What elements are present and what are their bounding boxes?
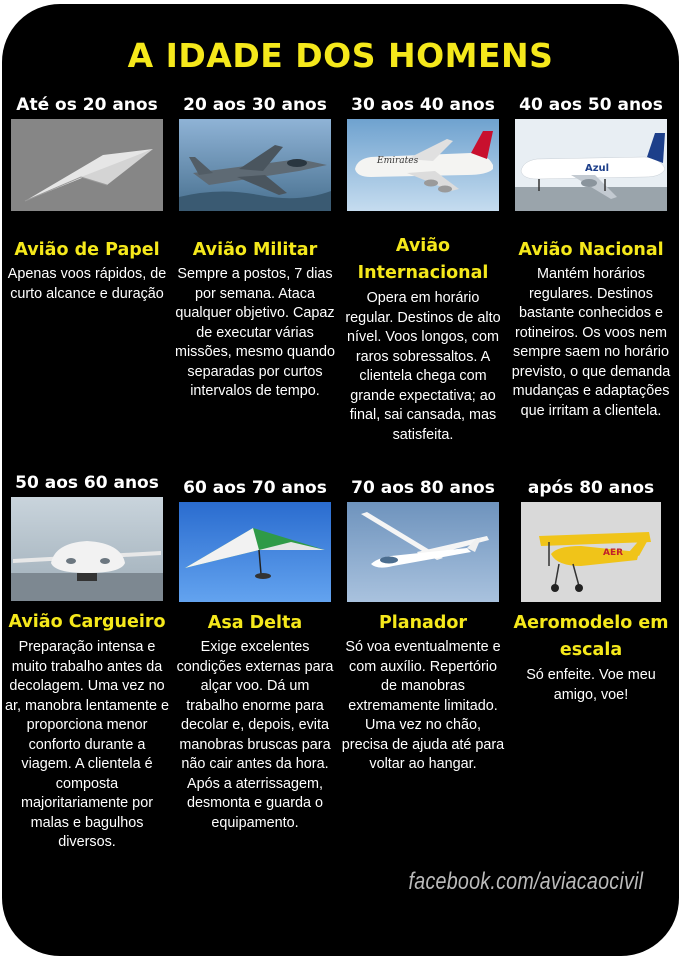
card-age: 70 aos 80 anos — [351, 478, 495, 498]
card-name: Asa Delta — [207, 613, 303, 633]
card-name: Planador — [378, 613, 468, 633]
card-age: 20 aos 30 anos — [183, 95, 327, 115]
hang-glider-image — [179, 502, 331, 602]
card-glider — [338, 478, 508, 775]
glider-image — [347, 502, 499, 602]
page-title: A IDADE DOS HOMENS — [127, 36, 554, 75]
model-plane-livery: AER — [603, 548, 624, 558]
card-hang-glider — [170, 478, 340, 833]
paper-plane-image — [11, 119, 163, 211]
card-age: 60 aos 70 anos — [183, 478, 327, 498]
card-description: Sempre a postos, 7 dias por semana. Ataca qualquer objetivo. Capaz de executar várias missões, mesmo quando separadas por curtos intervalos de tempo. — [175, 266, 335, 399]
card-name: Avião Militar — [192, 240, 318, 260]
card-international-plane — [338, 95, 508, 445]
facebook-link[interactable]: facebook.com/aviacaocivil — [408, 868, 643, 895]
card-description: Exige excelentes condições externas para alçar voo. Dá um trabalho enorme para decolar e, depois, evita manobras bruscas para não cair antes da hora. Após a aterrissagem, desmonta e guarda o equipamento. — [176, 639, 334, 831]
model-plane-image — [521, 502, 661, 602]
card-name: Aeromodelo em escala — [513, 613, 669, 660]
airliner-livery: Emirates — [377, 156, 419, 166]
card-age: Até os 20 anos — [16, 95, 158, 115]
card-national-plane — [506, 95, 676, 421]
card-age: 40 aos 50 anos — [519, 95, 663, 115]
regional-jet-image — [515, 119, 667, 211]
card-name: Avião de Papel — [14, 240, 160, 260]
airliner-image — [347, 119, 499, 211]
fighter-jet-image — [179, 119, 331, 211]
card-description: Opera em horário regular. Destinos de alto nível. Voos longos, com raros sobressaltos. A clientela chega com grande expectativa; ao final, sai cansada, mas satisfeita. — [345, 290, 501, 443]
card-age: 50 aos 60 anos — [15, 473, 159, 493]
cargo-plane-image — [11, 497, 163, 601]
card-name: Avião Internacional — [357, 236, 489, 283]
card-age: após 80 anos — [527, 478, 655, 498]
card-description: Apenas voos rápidos, de curto alcance e duração — [7, 266, 167, 302]
card-military-plane — [170, 95, 340, 402]
card-model-plane — [506, 478, 676, 705]
card-description: Só enfeite. Voe meu amigo, voe! — [526, 667, 656, 703]
card-name: Avião Cargueiro — [8, 612, 166, 632]
card-description: Só voa eventualmente e com auxílio. Repertório de manobras extremamente limitado. Uma vez no chão, precisa de ajuda até para voltar ao hangar. — [341, 639, 505, 772]
card-paper-plane — [2, 95, 172, 304]
card-age: 30 aos 40 anos — [351, 95, 495, 115]
card-description: Preparação intensa e muito trabalho antes da decolagem. Uma vez no ar, manobra lentamente e proporciona menor conforto durante a viagem. A clientela é composta majoritariamente por malas e bagulhos diversos. — [5, 639, 169, 850]
card-description: Mantém horários regulares. Destinos bastante conhecidos e rotineiros. Os voos nem sempre saem no horário previsto, o que demanda mudanças e adaptações que irritam a clientela. — [511, 266, 671, 419]
regional-jet-livery: Azul — [585, 163, 610, 174]
card-name: Avião Nacional — [518, 240, 664, 260]
card-cargo-plane — [2, 473, 172, 853]
